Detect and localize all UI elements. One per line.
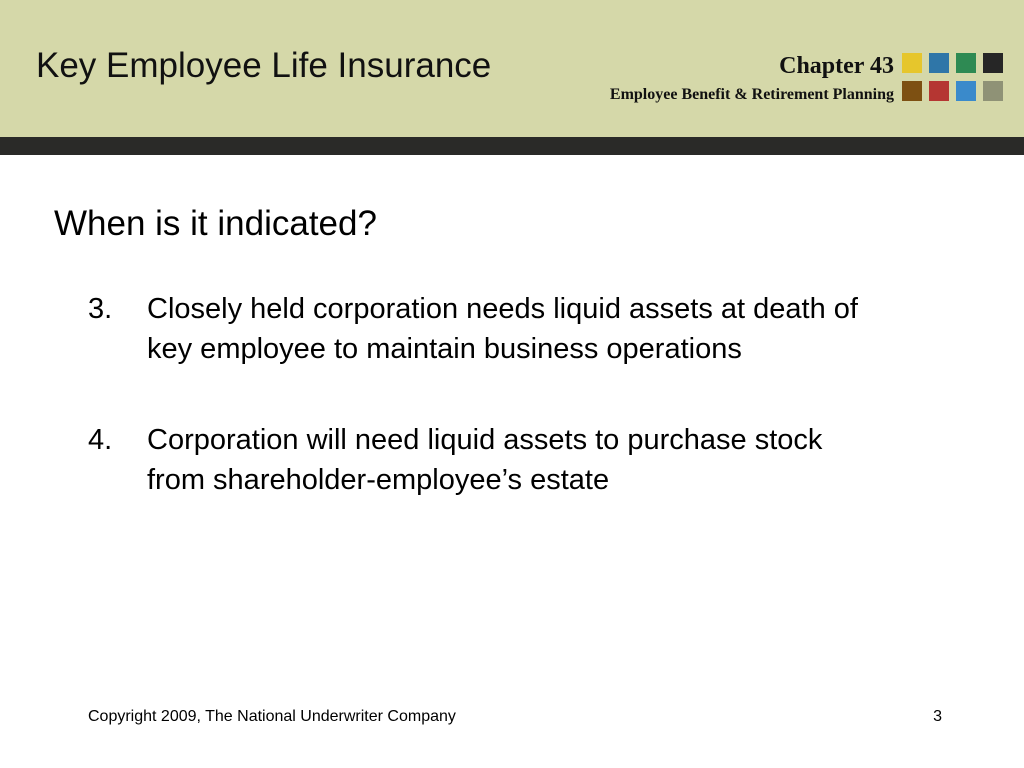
logo-square-8 — [983, 81, 1003, 101]
logo-square-1 — [902, 53, 922, 73]
logo-square-4 — [983, 53, 1003, 73]
logo-square-7 — [956, 81, 976, 101]
chapter-label: Chapter 43 — [779, 53, 894, 79]
book-title: Employee Benefit & Retirement Planning — [609, 86, 894, 103]
footer-copyright: Copyright 2009, The National Underwriter Company — [88, 708, 456, 725]
logo-square-6 — [929, 81, 949, 101]
color-squares-logo — [902, 53, 1004, 102]
logo-square-2 — [929, 53, 949, 73]
logo-square-3 — [956, 53, 976, 73]
header-divider-bar — [0, 137, 1024, 155]
page-number: 3 — [933, 708, 942, 725]
logo-square-5 — [902, 81, 922, 101]
list-item-number: 3. — [88, 293, 113, 325]
slide-subtitle: When is it indicated? — [54, 204, 377, 243]
list-item-text: Closely held corporation needs liquid assets at death of key employee to maintain business operations — [147, 293, 858, 365]
list-item-number: 4. — [88, 424, 113, 456]
list-item-text: Corporation will need liquid assets to purchase stock from shareholder-employee’s estate — [147, 424, 823, 496]
slide-title: Key Employee Life Insurance — [36, 46, 492, 85]
